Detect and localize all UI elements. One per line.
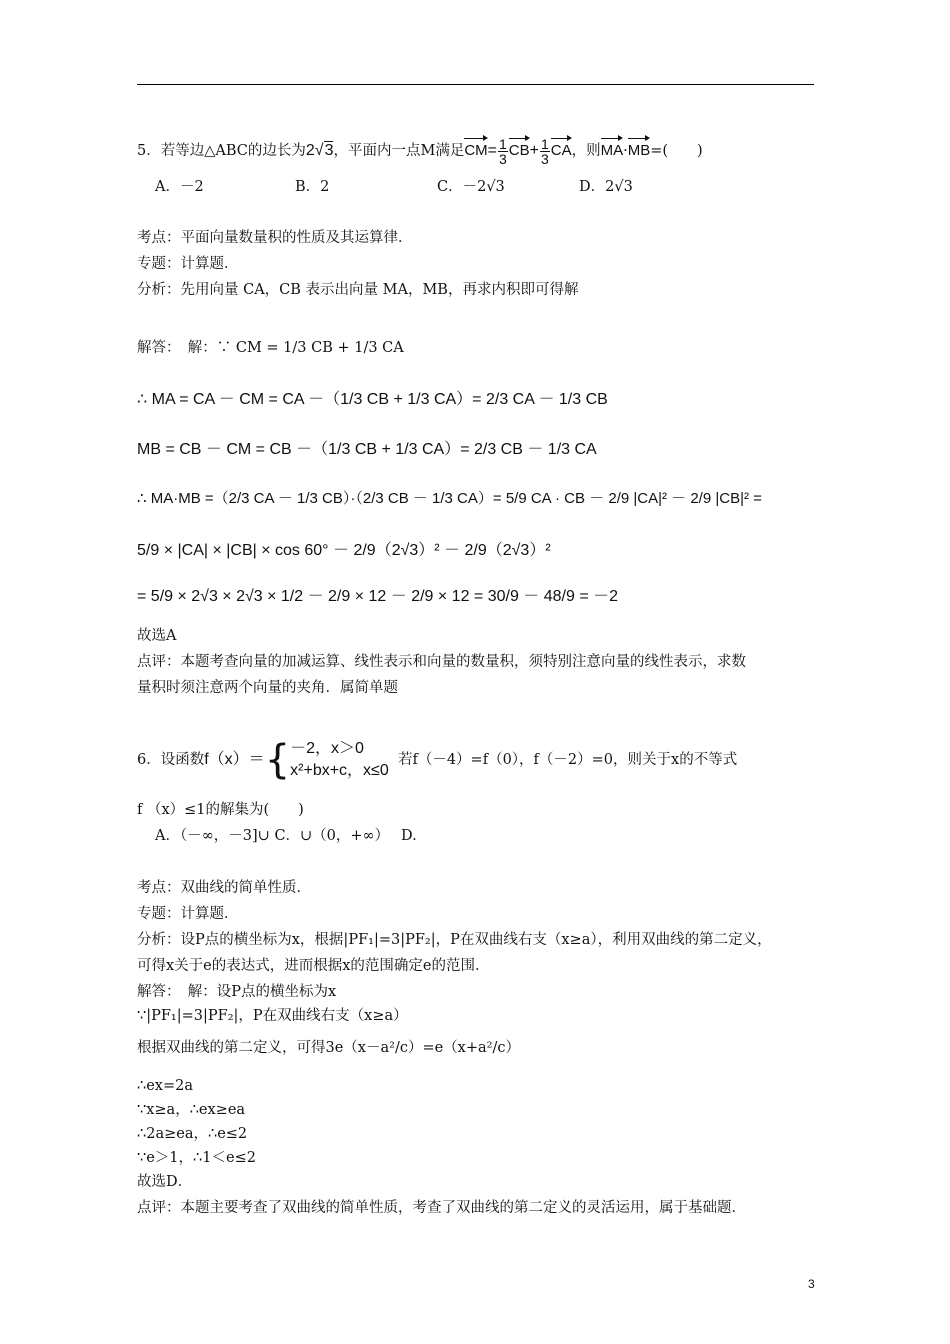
q6-step-4: ∵x≥a，∴ex≥ea xyxy=(137,1102,246,1118)
q6-func: f（x）＝ xyxy=(204,751,265,768)
q6-stem xyxy=(137,730,737,790)
q5-stem: 5．若等边△ABC的边长为2√3，平面内一点M满足CM= $\frac{1}{3}$ CB+ $\frac{1}{3}$ CA，则MA·MB=( ) xyxy=(137,135,703,167)
q6-step-5: ∴2a≥ea，∴e≤2 xyxy=(137,1126,248,1142)
q5-kaodian: 考点：平面向量数量积的性质及其运算律． xyxy=(137,230,413,246)
q6-options: A．（－∞，－3]∪ C．∪（0，+∞） D. xyxy=(155,828,417,844)
page-number: 3 xyxy=(808,1277,815,1291)
q6-fenxi-2: 可得x关于e的表达式，进而根据x的范围确定e的范围． xyxy=(137,958,490,974)
q6-stem-prefix: 6．设函数 xyxy=(137,752,205,768)
q6-stem-2: f （x）≤1的解集为( ) xyxy=(137,802,304,818)
q6-answer: 故选D． xyxy=(137,1174,193,1190)
q5-comment-1: 点评：本题考查向量的加减运算、线性表示和向量的数量积，须特别注意向量的线性表示，求数 xyxy=(137,654,746,670)
q6-comment: 点评：本题主要考查了双曲线的简单性质，考查了双曲线的第二定义的灵活运用，属于基础题． xyxy=(137,1200,746,1216)
q6-step-3: ∴ex=2a xyxy=(137,1078,194,1094)
q5-comment-2: 量积时须注意两个向量的夹角．属简单题 xyxy=(137,680,398,696)
q5-stem-prefix: 5．若等边△ABC的边长为 xyxy=(137,143,306,159)
q5-side: 2√3 xyxy=(305,142,334,159)
q6-case-2: x²+bx+c，x≤0 xyxy=(290,762,389,779)
q5-option-a: A．－2 xyxy=(155,179,204,195)
q6-cases xyxy=(290,738,389,782)
q5-step-4: 5/9 × |CA| × |CB| × cos 60° － 2/9（2√3）² － 2/9（2√3）² xyxy=(137,542,551,559)
q5-stem-mid: ，平面内一点M满足 xyxy=(333,143,465,159)
header-rule xyxy=(137,84,814,85)
q5-answer: 故选A xyxy=(137,628,177,644)
q5-zhuanti: 专题：计算题． xyxy=(137,256,239,272)
q5-option-b: B．2 xyxy=(295,179,330,195)
q6-jieda-head: 解答： 解：设P点的横坐标为x xyxy=(137,984,337,1000)
q6-stem-suffix: 若f（－4）=f（0），f（－2）=0，则关于x的不等式 xyxy=(397,752,738,768)
q6-step-1: ∵|PF₁|=3|PF₂|，P在双曲线右支（x≥a） xyxy=(137,1008,408,1024)
q5-jieda-head: 解答： 解：∵ CM = 1/3 CB + 1/3 CA xyxy=(137,340,404,356)
q5-option-c: C．－2√3 xyxy=(437,179,505,195)
q6-brace: { xyxy=(264,737,291,783)
q6-fenxi-1: 分析：设P点的横坐标为x，根据|PF₁|=3|PF₂|，P在双曲线右支（x≥a），利用双曲线的第二定义， xyxy=(137,932,772,948)
q6-zhuanti: 专题：计算题． xyxy=(137,906,239,922)
q6-step-6: ∵e＞1，∴1＜e≤2 xyxy=(137,1150,256,1166)
q5-step-3: ∴ MA·MB =（2/3 CA － 1/3 CB）·（2/3 CB － 1/3 CA）= 5/9 CA · CB － 2/9 |CA|² － 2/9 |CB|² = xyxy=(137,490,762,507)
q6-case-1: －2，x＞0 xyxy=(290,740,364,757)
q5-step-2: MB = CB － CM = CB －（1/3 CB + 1/3 CA）= 2/3 CB － 1/3 CA xyxy=(137,441,597,458)
q5-option-d: D．2√3 xyxy=(579,179,633,195)
q6-step-2: 根据双曲线的第二定义，可得3e（x－a²/c）=e（x+a²/c） xyxy=(137,1040,520,1056)
q5-step-5: = 5/9 × 2√3 × 2√3 × 1/2 － 2/9 × 12 － 2/9 × 12 = 30/9 － 48/9 = －2 xyxy=(137,588,619,605)
q5-step-1: ∴ MA = CA － CM = CA －（1/3 CB + 1/3 CA）= 2/3 CA － 1/3 CB xyxy=(137,391,608,408)
q5-fenxi: 分析：先用向量 CA，CB 表示出向量 MA，MB，再求内积即可得解 xyxy=(137,282,579,298)
q6-kaodian: 考点：双曲线的简单性质． xyxy=(137,880,311,896)
